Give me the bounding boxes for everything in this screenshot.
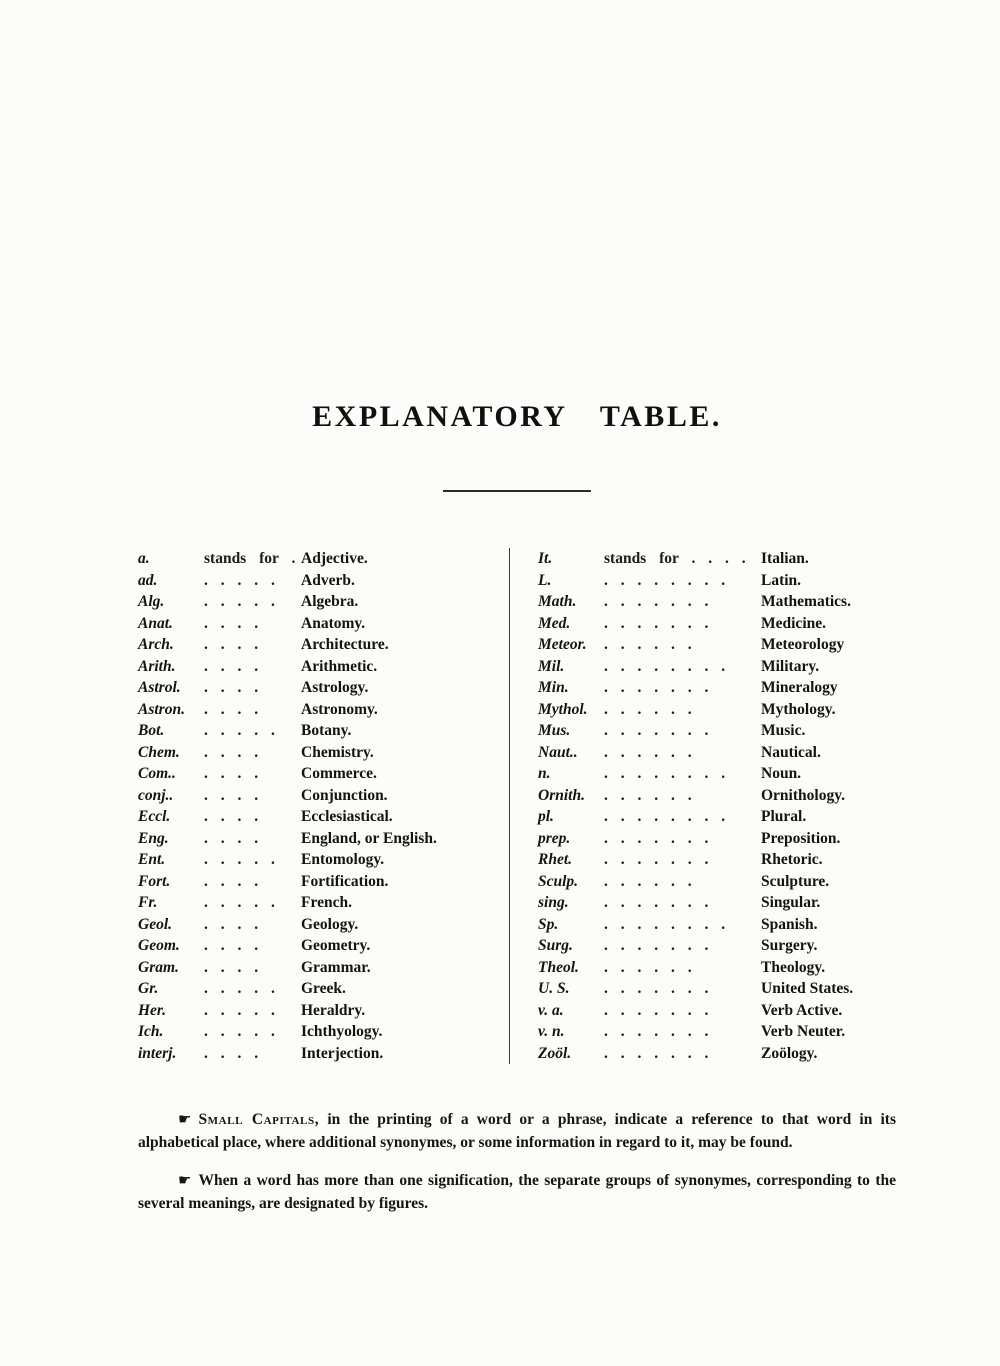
abbr-label: Meteor. [538, 636, 587, 653]
dot-leader: . . . . . . [604, 636, 692, 653]
note-text: When a word has more than one signification, the separate groups of synonymes, corresponding to the several meanings, are designated by figures. [138, 1172, 896, 1212]
abbreviation-row [538, 785, 896, 807]
column-right [510, 548, 896, 1064]
dot-leader: . . . . [204, 786, 259, 804]
abbr-label: Bot. [138, 722, 165, 739]
pointing-hand-icon: ☛ [178, 1171, 192, 1189]
abbr-label: conj.. [138, 786, 174, 804]
note-text: in the printing of a word or a phrase, indicate a reference to that word in its alphabetical place, where additional synonymes, or some information in regard to it, may be found. [138, 1111, 896, 1151]
dot-leader: . . . . [204, 743, 259, 761]
page-content [138, 0, 896, 1215]
meaning-label: Adverb. [301, 571, 355, 589]
abbreviation-row [138, 806, 509, 828]
abbr-label: interj. [138, 1044, 177, 1062]
abbr-label: Med. [538, 614, 571, 632]
dot-leader: . . . . [204, 958, 259, 976]
pointing-hand-icon: ☛ [178, 1110, 192, 1128]
dot-leader: . . . . [204, 700, 259, 718]
abbreviation-row [538, 914, 896, 936]
abbr-label: Sp. [538, 915, 559, 933]
abbr-label: Ent. [138, 851, 166, 868]
meaning-label: Architecture. [301, 636, 389, 653]
abbr-label: Naut.. [538, 743, 578, 761]
abbr-label: Arith. [138, 657, 176, 675]
abbreviation-row [138, 935, 509, 957]
abbr-label: ad. [138, 571, 158, 589]
abbr-label: prep. [538, 829, 571, 847]
abbreviation-row [138, 570, 509, 592]
abbreviation-row [138, 828, 509, 850]
dot-leader: . . . . . [204, 722, 275, 739]
meaning-label: Anatomy. [301, 614, 366, 632]
dot-leader: . . . . . . . . [604, 657, 726, 675]
column-left [138, 548, 510, 1064]
dot-leader: stands for . [204, 550, 296, 567]
note-paragraph [138, 1108, 896, 1154]
abbreviation-row [538, 849, 896, 871]
meaning-label: Geology. [301, 915, 359, 933]
meaning-label: Arithmetic. [301, 657, 378, 675]
abbreviation-row [538, 1043, 896, 1065]
dot-leader: . . . . . . . . [604, 571, 726, 589]
abbr-label: Fr. [138, 894, 158, 911]
abbreviation-row [538, 699, 896, 721]
meaning-label: Entomology. [301, 851, 385, 868]
page-title: EXPLANATORY TABLE. [312, 400, 722, 433]
dot-leader: . . . . [204, 915, 259, 933]
abbreviation-row [538, 1021, 896, 1043]
abbr-label: Mythol. [538, 700, 588, 718]
dot-leader: . . . . . . [604, 872, 692, 890]
abbr-label: Gram. [138, 958, 179, 976]
notes-section [138, 1108, 896, 1215]
abbr-label: Her. [138, 1001, 166, 1019]
meaning-label: Algebra. [301, 593, 359, 610]
abbr-label: Arch. [138, 636, 174, 653]
abbr-label: Geom. [138, 937, 180, 954]
abbreviation-row [538, 613, 896, 635]
abbr-label: n. [538, 765, 551, 782]
abbreviation-row [138, 914, 509, 936]
abbreviation-row [138, 849, 509, 871]
abbreviation-table [138, 548, 896, 1064]
meaning-label: Rhetoric. [761, 851, 823, 868]
abbreviation-row [538, 720, 896, 742]
meaning-label: Verb Neuter. [761, 1023, 846, 1040]
meaning-label: Military. [761, 657, 820, 675]
dot-leader: . . . . [204, 1044, 259, 1062]
abbreviation-row [538, 935, 896, 957]
abbr-label: a. [138, 550, 150, 567]
abbr-label: Ornith. [538, 786, 585, 804]
abbr-label: v. a. [538, 1001, 564, 1019]
meaning-label: Surgery. [761, 937, 818, 954]
abbr-label: pl. [538, 808, 554, 825]
meaning-label: Grammar. [301, 958, 371, 976]
dot-leader: . . . . . . . [604, 679, 709, 696]
dot-leader: . . . . . [204, 1001, 275, 1019]
abbreviation-row [538, 957, 896, 979]
abbreviation-row [538, 871, 896, 893]
abbr-label: Anat. [138, 614, 173, 632]
abbreviation-row [138, 656, 509, 678]
abbreviation-row [138, 548, 509, 570]
dot-leader: . . . . . [204, 851, 275, 868]
dot-leader: . . . . . . . . [604, 765, 726, 782]
abbr-label: Math. [538, 593, 577, 610]
abbreviation-row [138, 978, 509, 1000]
abbr-label: Fort. [138, 872, 171, 890]
abbr-label: It. [538, 550, 553, 567]
meaning-label: Fortification. [301, 872, 389, 890]
meaning-label: United States. [761, 980, 854, 997]
abbr-label: Eng. [138, 829, 169, 847]
meaning-label: Adjective. [301, 550, 368, 567]
meaning-label: Zoölogy. [761, 1044, 818, 1062]
dot-leader: . . . . [204, 679, 259, 696]
abbr-label: Astron. [138, 700, 185, 718]
divider-rule [443, 490, 591, 492]
abbr-label: Alg. [138, 593, 165, 610]
abbreviation-row [138, 892, 509, 914]
dot-leader: . . . . [204, 614, 259, 632]
dot-leader: . . . . . . . [604, 1044, 709, 1062]
dot-leader: . . . . . . . [604, 593, 709, 610]
abbreviation-row [138, 613, 509, 635]
dot-leader: . . . . . . [604, 700, 692, 718]
abbreviation-row [138, 1021, 509, 1043]
dot-leader: . . . . . . . [604, 980, 709, 997]
meaning-label: Verb Active. [761, 1001, 843, 1019]
dot-leader: . . . . . . . [604, 851, 709, 868]
meaning-label: Nautical. [761, 743, 821, 761]
meaning-label: French. [301, 894, 352, 911]
abbreviation-row [138, 763, 509, 785]
abbreviation-row [138, 591, 509, 613]
meaning-label: Music. [761, 722, 806, 739]
abbreviation-row [538, 634, 896, 656]
dot-leader: . . . . [204, 636, 259, 653]
meaning-label: Plural. [761, 808, 807, 825]
meaning-label: Noun. [761, 765, 802, 782]
abbreviation-row [538, 591, 896, 613]
abbreviation-row [538, 978, 896, 1000]
meaning-label: Italian. [761, 550, 809, 567]
abbreviation-row [538, 763, 896, 785]
abbreviation-row [538, 570, 896, 592]
dot-leader: . . . . [204, 657, 259, 675]
abbr-label: Eccl. [138, 808, 171, 825]
dot-leader: . . . . . . . [604, 1001, 709, 1019]
dot-leader: . . . . [204, 808, 259, 825]
meaning-label: Greek. [301, 980, 346, 997]
meaning-label: Chemistry. [301, 743, 374, 761]
abbr-label: Theol. [538, 958, 579, 976]
abbr-label: Min. [538, 679, 569, 696]
abbr-label: Ich. [138, 1023, 164, 1040]
meaning-label: Preposition. [761, 829, 841, 847]
abbr-label: Sculp. [538, 872, 579, 890]
meaning-label: Spanish. [761, 915, 818, 933]
dot-leader: . . . . . [204, 980, 275, 997]
abbreviation-row [538, 892, 896, 914]
meaning-label: Astrology. [301, 679, 369, 696]
meaning-label: Botany. [301, 722, 352, 739]
meaning-label: Latin. [761, 571, 802, 589]
meaning-label: Interjection. [301, 1044, 384, 1062]
meaning-label: Conjunction. [301, 786, 388, 804]
meaning-label: Singular. [761, 894, 821, 911]
meaning-label: Medicine. [761, 614, 826, 632]
abbr-label: Com.. [138, 765, 176, 782]
abbr-label: Surg. [538, 937, 573, 954]
abbr-label: Chem. [138, 743, 180, 761]
abbreviation-row [138, 742, 509, 764]
abbreviation-row [538, 828, 896, 850]
abbreviation-row [138, 720, 509, 742]
meaning-label: Ecclesiastical. [301, 808, 393, 825]
meaning-label: Mythology. [761, 700, 836, 718]
abbr-label: U. S. [538, 980, 570, 997]
dot-leader: . . . . . . . [604, 829, 709, 847]
dot-leader: . . . . [204, 829, 259, 847]
abbr-label: Gr. [138, 980, 159, 997]
abbr-label: v. n. [538, 1023, 565, 1040]
abbr-label: Rhet. [538, 851, 573, 868]
meaning-label: Commerce. [301, 765, 377, 782]
meaning-label: Theology. [761, 958, 826, 976]
meaning-label: England, or English. [301, 829, 437, 847]
meaning-label: Mathematics. [761, 593, 851, 610]
abbreviation-row [538, 656, 896, 678]
dot-leader: . . . . . [204, 894, 275, 911]
meaning-label: Ichthyology. [301, 1023, 383, 1040]
abbreviation-row [138, 634, 509, 656]
note-paragraph [138, 1169, 896, 1215]
abbreviation-row [538, 1000, 896, 1022]
meaning-label: Heraldry. [301, 1001, 366, 1019]
dot-leader: . . . . . . . [604, 722, 709, 739]
note-lead: Small Capitals, [198, 1111, 320, 1128]
abbr-label: sing. [538, 894, 569, 911]
dot-leader: . . . . . . . [604, 614, 709, 632]
meaning-label: Mineralogy [761, 679, 838, 696]
abbr-label: Geol. [138, 915, 173, 933]
dot-leader: . . . . . . [604, 958, 692, 976]
dot-leader: . . . . . . . [604, 894, 709, 911]
dot-leader: . . . . [204, 937, 259, 954]
dot-leader: . . . . . [204, 593, 275, 610]
dot-leader: . . . . . . . . [604, 808, 726, 825]
abbr-label: L. [538, 571, 552, 589]
dot-leader: . . . . . [204, 571, 275, 589]
abbreviation-row [138, 699, 509, 721]
abbr-label: Mus. [538, 722, 571, 739]
abbr-label: Zoöl. [538, 1044, 572, 1062]
dot-leader: . . . . . [204, 1023, 275, 1040]
abbreviation-row [538, 806, 896, 828]
dot-leader: . . . . [204, 765, 259, 782]
dot-leader: . . . . . . [604, 786, 692, 804]
dot-leader: . . . . . . . [604, 937, 709, 954]
abbreviation-row [538, 548, 896, 570]
abbreviation-row [138, 871, 509, 893]
abbreviation-row [538, 677, 896, 699]
meaning-label: Meteorology [761, 636, 845, 653]
abbr-label: Mil. [538, 657, 565, 675]
dot-leader: stands for . . . . [604, 550, 746, 567]
abbreviation-row [538, 742, 896, 764]
dot-leader: . . . . . . . [604, 1023, 709, 1040]
abbreviation-row [138, 957, 509, 979]
meaning-label: Astronomy. [301, 700, 378, 718]
dot-leader: . . . . [204, 872, 259, 890]
meaning-label: Geometry. [301, 937, 371, 954]
meaning-label: Sculpture. [761, 872, 830, 890]
dot-leader: . . . . . . [604, 743, 692, 761]
meaning-label: Ornithology. [761, 786, 845, 804]
abbreviation-row [138, 1000, 509, 1022]
abbreviation-row [138, 785, 509, 807]
dot-leader: . . . . . . . . [604, 915, 726, 933]
abbreviation-row [138, 1043, 509, 1065]
abbr-label: Astrol. [138, 679, 181, 696]
abbreviation-row [138, 677, 509, 699]
